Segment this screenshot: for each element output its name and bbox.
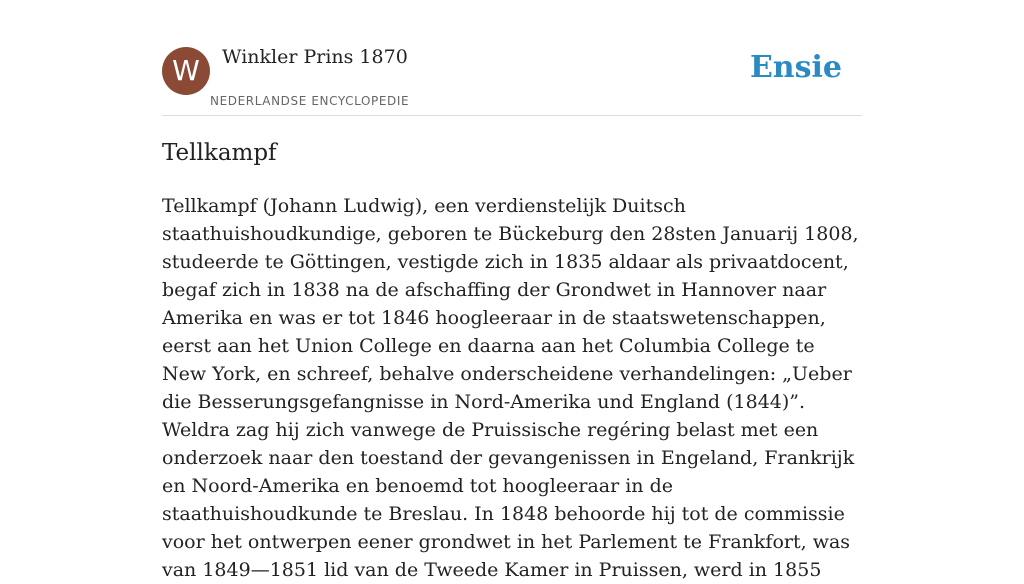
entry-body: Tellkampf (Johann Ludwig), een verdienstelijk Duitsch staathuishoudkundige, geboren te Bückeburg den 28sten Januarij 1808, studeerde te Göttingen, vestigde zich in 1835 aldaar als privaatdocent, begaf zich in 1838 na de afschaffing der Grondwet in Hannover naar Amerika en was er tot 1846 hoogleeraar in de staatswetenschappen, eerst aan het Union College en daarna aan het Columbia College te New York, en schreef, behalve onderscheidene verhandelingen: „Ueber die Besserungsgefangnisse in Nord-Amerika und England (1844)”. Weldra zag hij zich vanwege de Pruissische regéring belast met een onderzoek naar den toestand der gevangenissen in Engeland, Frankrijk en Noord-Amerika en benoemd tot hoogleeraar in de staathuishoudkunde te Breslau. In 1848 behoorde hij tot de commissie voor het ontwerpen eener grondwet in het Parlement te Frankfort, was van 1849—1851 lid van de Tweede Kamer in Pruissen, werd in 1855 [162,195,859,581]
brand-logo[interactable]: Ensie [749,50,842,85]
entry-title: Tellkampf [162,140,277,166]
site-header [162,0,862,116]
site-subtitle: NEDERLANDSE ENCYCLOPEDIE [210,94,410,108]
avatar[interactable]: W [162,47,210,95]
page [162,0,862,581]
site-title[interactable]: Winkler Prins 1870 [222,46,408,68]
